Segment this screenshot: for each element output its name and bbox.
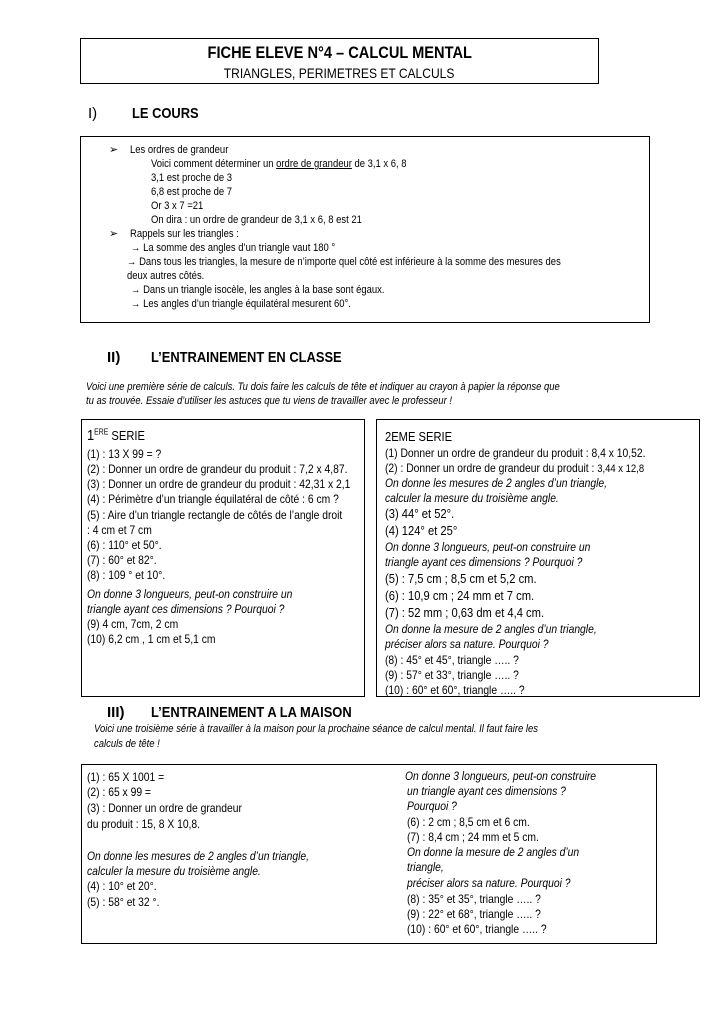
- serie-2-box: [376, 419, 700, 697]
- serie-3-italic: On donne les mesures de 2 angles d’un triangle,: [87, 849, 310, 863]
- serie-2-line: (2) : Donner un ordre de grandeur du produit : 3,44 x 12,8: [385, 461, 645, 475]
- serie-3-box: [81, 764, 657, 944]
- serie-3-italic: un triangle ayant ces dimensions ?: [407, 784, 566, 798]
- serie-2-italic: On donne 3 longueurs, peut-on construire un: [385, 540, 591, 554]
- serie-3-line: (10) : 60° et 60°, triangle ….. ?: [407, 922, 547, 936]
- serie-1-line: (3) : Donner un ordre de grandeur du produit : 42,31 x 2,1: [87, 477, 351, 491]
- serie-3-line: (9) : 22° et 68°, triangle ….. ?: [407, 907, 541, 921]
- serie-1-line: (5) : Aire d’un triangle rectangle de côtés de l’angle droit: [87, 508, 343, 522]
- cours-line: → Dans tous les triangles, la mesure de n’importe quel côté est inférieure à la somme des mesures des: [127, 256, 561, 268]
- right-arrow-icon: →: [131, 242, 141, 254]
- serie-3-italic: préciser alors sa nature. Pourquoi ?: [407, 876, 571, 890]
- serie-1-line: (7) : 60° et 82°.: [87, 553, 157, 567]
- right-arrow-icon: →: [127, 256, 137, 268]
- serie-3-line: (6) : 2 cm ; 8,5 cm et 6 cm.: [407, 815, 530, 829]
- serie-1-line: (4) : Périmètre d’un triangle équilatéral de côté : 6 cm ?: [87, 492, 339, 506]
- serie-2-line: (7) : 52 mm ; 0,63 dm et 4,4 cm.: [385, 605, 545, 620]
- serie-3-line: (4) : 10° et 20°.: [87, 879, 157, 893]
- serie-2-line: (4) 124° et 25°: [385, 523, 458, 538]
- cours-line: → Les angles d’un triangle équilatéral mesurent 60°.: [131, 298, 351, 310]
- serie-3-line: (1) : 65 X 1001 =: [87, 770, 165, 784]
- bullet-arrow-icon: ➢: [109, 228, 119, 240]
- cours-line: 3,1 est proche de 3: [151, 172, 233, 184]
- cours-bullet-2-title: Rappels sur les triangles :: [130, 228, 239, 240]
- section-2-intro: tu as trouvée. Essaie d’utiliser les astuces que tu viens de travailler avec le professeur !: [86, 395, 452, 407]
- serie-3-line: (8) : 35° et 35°, triangle ….. ?: [407, 892, 541, 906]
- serie-2-italic: On donne la mesure de 2 angles d’un triangle,: [385, 622, 597, 636]
- serie-1-italic: On donne 3 longueurs, peut-on construire un: [87, 587, 293, 601]
- serie-3-line: (2) : 65 x 99 =: [87, 785, 151, 799]
- serie-1-italic: triangle ayant ces dimensions ? Pourquoi ?: [87, 602, 285, 616]
- serie-1-line: (6) : 110° et 50°.: [87, 538, 162, 552]
- right-arrow-icon: →: [131, 298, 141, 310]
- serie-2-line: (10) : 60° et 60°, triangle ….. ?: [385, 683, 525, 697]
- serie-3-line: (3) : Donner un ordre de grandeur: [87, 801, 242, 815]
- section-1-number: I): [88, 105, 98, 122]
- serie-3-italic: calculer la mesure du troisième angle.: [87, 864, 261, 878]
- page-title: FICHE ELEVE N°4 – CALCUL MENTAL: [207, 43, 472, 62]
- serie-1-line: (8) : 109 ° et 10°.: [87, 568, 166, 582]
- section-2-title: L’ENTRAINEMENT EN CLASSE: [151, 349, 342, 366]
- serie-2-title: 2EME SERIE: [385, 429, 453, 444]
- serie-1-line: (2) : Donner un ordre de grandeur du produit : 7,2 x 4,87.: [87, 462, 348, 476]
- serie-2-italic: préciser alors sa nature. Pourquoi ?: [385, 637, 549, 651]
- section-3-number: III): [107, 704, 125, 721]
- page-subtitle: TRIANGLES, PERIMETRES ET CALCULS: [224, 65, 455, 81]
- section-2-number: II): [107, 349, 121, 366]
- serie-3-line: (7) : 8,4 cm ; 24 mm et 5 cm.: [407, 830, 539, 844]
- cours-line: deux autres côtés.: [127, 270, 205, 282]
- section-3-intro: Voici une troisième série à travailler à la maison pour la prochaine séance de calcul mental. Il faut faire les: [94, 723, 538, 735]
- serie-1-box: [81, 419, 365, 697]
- section-1-title: LE COURS: [132, 105, 199, 122]
- section-3-title: L’ENTRAINEMENT A LA MAISON: [151, 704, 352, 721]
- cours-bullet-1-title: Les ordres de grandeur: [130, 144, 229, 156]
- serie-2-line: (3) 44° et 52°.: [385, 506, 455, 521]
- serie-2-italic: On donne les mesures de 2 angles d’un triangle,: [385, 476, 608, 490]
- right-arrow-icon: →: [131, 284, 141, 296]
- serie-2-line: (9) : 57° et 33°, triangle ….. ?: [385, 668, 519, 682]
- serie-2-line: (8) : 45° et 45°, triangle ….. ?: [385, 653, 519, 667]
- serie-1-line: : 4 cm et 7 cm: [87, 523, 152, 537]
- serie-3-italic: Pourquoi ?: [407, 799, 457, 813]
- cours-line: → Dans un triangle isocèle, les angles à la base sont égaux.: [131, 284, 385, 296]
- cours-box: [80, 136, 650, 323]
- cours-line: 6,8 est proche de 7: [151, 186, 233, 198]
- serie-2-line: (1) Donner un ordre de grandeur du produit : 8,4 x 10,52.: [385, 446, 646, 460]
- cours-line: Voici comment déterminer un ordre de grandeur de 3,1 x 6, 8: [151, 158, 407, 170]
- bullet-arrow-icon: ➢: [109, 144, 119, 156]
- serie-1-line: (1) : 13 X 99 = ?: [87, 447, 162, 461]
- serie-1-line: (9) 4 cm, 7cm, 2 cm: [87, 617, 179, 631]
- section-3-intro: calculs de tête !: [94, 738, 160, 750]
- serie-2-line: (5) : 7,5 cm ; 8,5 cm et 5,2 cm.: [385, 571, 537, 586]
- cours-line: → La somme des angles d’un triangle vaut 180 °: [131, 242, 336, 254]
- serie-2-italic: triangle ayant ces dimensions ? Pourquoi ?: [385, 555, 583, 569]
- serie-3-line: du produit : 15, 8 X 10,8.: [87, 817, 201, 831]
- serie-2-line: (6) : 10,9 cm ; 24 mm et 7 cm.: [385, 588, 535, 603]
- serie-1-line: (10) 6,2 cm , 1 cm et 5,1 cm: [87, 632, 216, 646]
- serie-3-line: (5) : 58° et 32 °.: [87, 895, 160, 909]
- serie-3-italic: On donne la mesure de 2 angles d’un: [407, 845, 580, 859]
- serie-1-title: 1ERE SERIE: [87, 427, 145, 444]
- cours-line: On dira : un ordre de grandeur de 3,1 x 6, 8 est 21: [151, 214, 362, 226]
- title-box: [80, 38, 599, 84]
- section-2-intro: Voici une première série de calculs. Tu dois faire les calculs de tête et indiquer au crayon à papier la réponse que: [86, 381, 560, 393]
- serie-3-italic: triangle,: [407, 860, 444, 874]
- serie-3-italic: On donne 3 longueurs, peut-on construire: [405, 769, 597, 783]
- serie-2-italic: calculer la mesure du troisième angle.: [385, 491, 559, 505]
- cours-line: Or 3 x 7 =21: [151, 200, 204, 212]
